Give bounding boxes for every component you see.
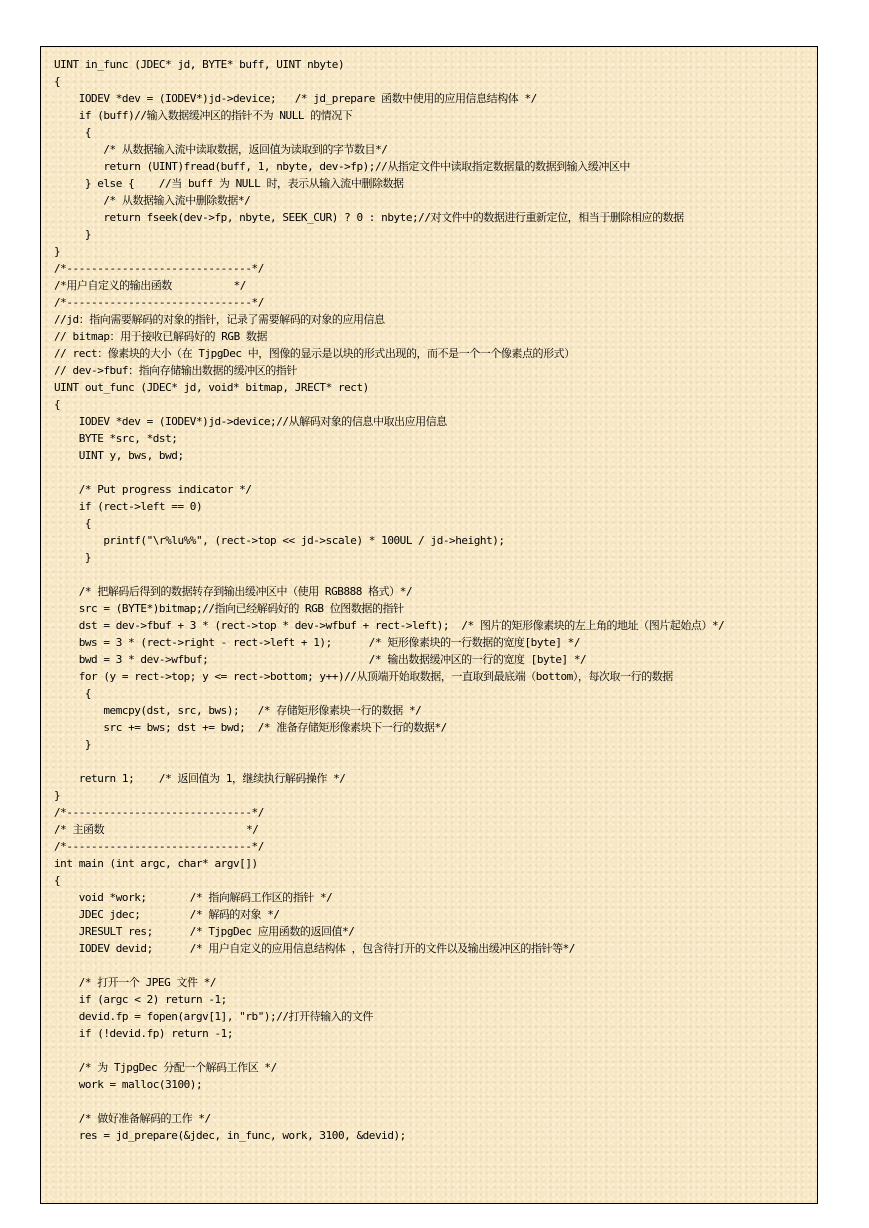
code-line: /*------------------------------*/ xyxy=(54,262,264,275)
code-line xyxy=(54,753,817,770)
code-line: JRESULT res; /* TjpgDec 应用函数的返回值*/ xyxy=(54,925,355,938)
code-line: // rect：像素块的大小（在 TjpgDec 中，图像的显示是以块的形式出现的，而不是一个一个像素点的形式） xyxy=(54,347,575,360)
code-line: { xyxy=(54,874,61,887)
code-line xyxy=(54,1093,817,1110)
code-line: UINT in_func (JDEC* jd, BYTE* buff, UINT nbyte) xyxy=(54,58,345,71)
code-line: IODEV devid; /* 用户自定义的应用信息结构体 ，包含待打开的文件以及输出缓冲区的指针等*/ xyxy=(54,942,575,955)
code-line: src = (BYTE*)bitmap;//指向已经解码好的 RGB 位图数据的指针 xyxy=(54,602,404,615)
code-line: UINT y, bws, bwd; xyxy=(54,449,184,462)
code-line: { xyxy=(54,75,61,88)
code-line: { xyxy=(54,126,92,139)
code-line: UINT out_func (JDEC* jd, void* bitmap, JRECT* rect) xyxy=(54,381,369,394)
code-line: BYTE *src, *dst; xyxy=(54,432,178,445)
code-line: { xyxy=(54,517,92,530)
code-line: /*------------------------------*/ xyxy=(54,806,264,819)
code-line: /* 从数据输入流中读取数据，返回值为读取到的字节数目*/ xyxy=(54,143,388,156)
code-line: /* 把解码后得到的数据转存到输出缓冲区中（使用 RGB888 格式）*/ xyxy=(54,585,413,598)
code-line: } xyxy=(54,245,61,258)
code-line: bws = 3 * (rect->right - rect->left + 1); /* 矩形像素块的一行数据的宽度[byte] */ xyxy=(54,636,581,649)
code-listing-box xyxy=(40,46,818,1204)
code-line: if (argc < 2) return -1; xyxy=(54,993,227,1006)
code-line: // dev->fbuf：指向存储输出数据的缓冲区的指针 xyxy=(54,364,297,377)
code-line: return fseek(dev->fp, nbyte, SEEK_CUR) ? 0 : nbyte;//对文件中的数据进行重新定位，相当于删除相应的数据 xyxy=(54,211,684,224)
code-line: /* 主函数 */ xyxy=(54,823,259,836)
code-line: if (rect->left == 0) xyxy=(54,500,203,513)
code-line: printf("\r%lu%%", (rect->top << jd->scale) * 100UL / jd->height); xyxy=(54,534,505,547)
code-line: } xyxy=(54,738,92,751)
code-line xyxy=(54,464,817,481)
code-line: /* 做好准备解码的工作 */ xyxy=(54,1112,211,1125)
code-line: { xyxy=(54,687,92,700)
code-line: JDEC jdec; /* 解码的对象 */ xyxy=(54,908,280,921)
code-line: bwd = 3 * dev->wfbuf; /* 输出数据缓冲区的一行的宽度 [byte] */ xyxy=(54,653,587,666)
code-line: res = jd_prepare(&jdec, in_func, work, 3100, &devid); xyxy=(54,1129,406,1142)
code-line: /*------------------------------*/ xyxy=(54,296,264,309)
code-line: /* Put progress indicator */ xyxy=(54,483,252,496)
code-line: if (buff)//输入数据缓冲区的指针不为 NULL 的情况下 xyxy=(54,109,353,122)
code-line: } xyxy=(54,789,61,802)
code-line: /* 打开一个 JPEG 文件 */ xyxy=(54,976,217,989)
code-line: memcpy(dst, src, bws); /* 存储矩形像素块一行的数据 */ xyxy=(54,704,422,717)
code-line: IODEV *dev = (IODEV*)jd->device;//从解码对象的信息中取出应用信息 xyxy=(54,415,447,428)
code-line: } xyxy=(54,228,92,241)
code-line: dst = dev->fbuf + 3 * (rect->top * dev->wfbuf + rect->left); /* 图片的矩形像素块的左上角的地址（图片起始点）*/ xyxy=(54,619,725,632)
code-line xyxy=(54,1042,817,1059)
code-line: src += bws; dst += bwd; /* 准备存储矩形像素块下一行的数据*/ xyxy=(54,721,447,734)
code-line: // bitmap：用于接收已解码好的 RGB 数据 xyxy=(54,330,268,343)
code-listing xyxy=(41,47,817,1144)
code-line: /*------------------------------*/ xyxy=(54,840,264,853)
code-line: void *work; /* 指向解码工作区的指针 */ xyxy=(54,891,333,904)
code-line: int main (int argc, char* argv[]) xyxy=(54,857,258,870)
code-line xyxy=(54,566,817,583)
code-line: work = malloc(3100); xyxy=(54,1078,203,1091)
code-line: /* 从数据输入流中删除数据*/ xyxy=(54,194,251,207)
code-line xyxy=(54,957,817,974)
code-line: devid.fp = fopen(argv[1], "rb");//打开待输入的文件 xyxy=(54,1010,373,1023)
code-line: return 1; /* 返回值为 1，继续执行解码操作 */ xyxy=(54,772,346,785)
code-line: return (UINT)fread(buff, 1, nbyte, dev->fp);//从指定文件中读取指定数据量的数据到输入缓冲区中 xyxy=(54,160,630,173)
code-line: for (y = rect->top; y <= rect->bottom; y++)//从顶端开始取数据，一直取到最底端（bottom），每次取一行的数据 xyxy=(54,670,673,683)
code-line: if (!devid.fp) return -1; xyxy=(54,1027,234,1040)
code-line: } xyxy=(54,551,92,564)
code-line: /* 为 TjpgDec 分配一个解码工作区 */ xyxy=(54,1061,277,1074)
code-line: //jd：指向需要解码的对象的指针，记录了需要解码的对象的应用信息 xyxy=(54,313,385,326)
code-line: /*用户自定义的输出函数 */ xyxy=(54,279,246,292)
code-line: IODEV *dev = (IODEV*)jd->device; /* jd_prepare 函数中使用的应用信息结构体 */ xyxy=(54,92,537,105)
code-line: } else { //当 buff 为 NULL 时，表示从输入流中删除数据 xyxy=(54,177,404,190)
code-line: { xyxy=(54,398,61,411)
